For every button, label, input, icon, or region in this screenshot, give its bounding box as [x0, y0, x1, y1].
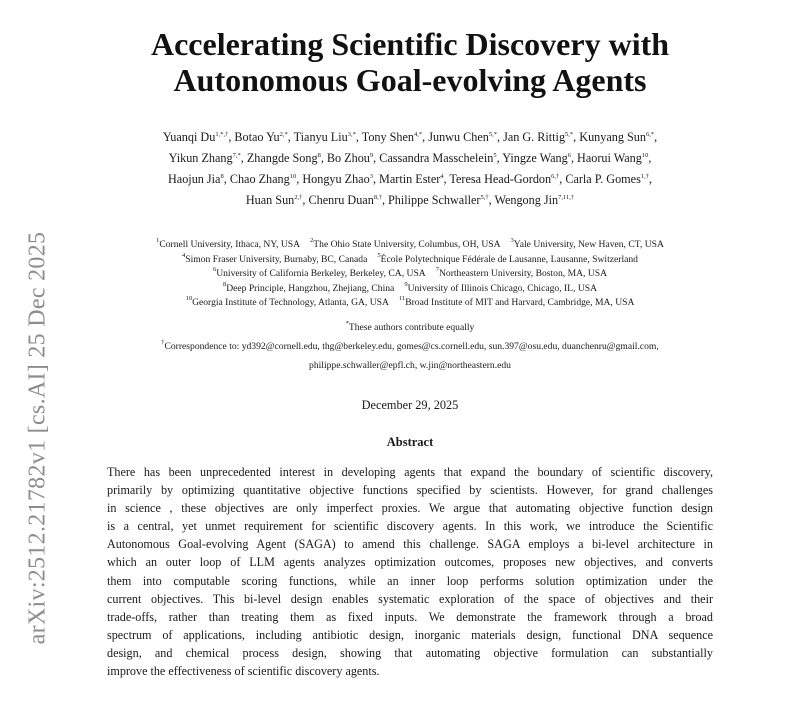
- author-affiliation-marker: 6,†: [551, 173, 560, 180]
- abstract-line: which an outer loop of LLM agents analyzes optimization outcomes, proposes new objectives, and converts: [107, 555, 713, 570]
- affiliation-marker: 5: [377, 251, 381, 259]
- author-name: Teresa Head-Gordon: [449, 172, 552, 186]
- author-affiliation-marker: 7,11,†: [558, 194, 575, 201]
- author-affiliation-marker: 6: [567, 152, 571, 159]
- author-separator: ,: [443, 172, 450, 186]
- abstract-heading: Abstract: [386, 435, 434, 449]
- author-affiliation-marker: 1,†: [640, 173, 649, 180]
- abstract-line: Autonomous Goal-evolving Agent (SAGA) to amend this challenge. SAGA employs a bi-level architecture in: [107, 537, 713, 552]
- affiliation-list: [90, 238, 730, 311]
- affiliation-text: Georgia Institute of Technology, Atlanta, GA, USA: [192, 297, 389, 308]
- author-name-entry: [502, 151, 571, 165]
- affiliation: [399, 297, 635, 308]
- equal-contribution-note: [60, 318, 760, 337]
- publication-date: December 29, 2025: [361, 398, 459, 412]
- author-separator: ,: [570, 151, 578, 165]
- affiliation-text: École Polytechnique Fédérale de Lausanne, Lausanne, Switzerland: [380, 253, 638, 265]
- affiliation-text: The Ohio State University, Columbus, OH, USA: [313, 239, 501, 250]
- author-separator: ,: [654, 130, 658, 144]
- affiliation: [182, 251, 368, 265]
- author-name: Chao Zhang: [229, 172, 290, 186]
- equal-contribution-text: These authors contribute equally: [348, 322, 475, 333]
- author-name-entry: [230, 172, 296, 186]
- author-name: Cassandra Masschelein: [379, 151, 494, 165]
- author-name-entry: [362, 130, 422, 144]
- paper-title: [70, 26, 750, 98]
- author-separator: ,: [287, 130, 294, 144]
- author-name: Hongyu Zhao: [302, 172, 370, 186]
- author-affiliation-marker: 4: [440, 173, 444, 180]
- author-name: Chenru Duan: [308, 193, 374, 207]
- author-affiliation-marker: 8: [220, 173, 224, 180]
- author-affiliation-marker: 2,†: [294, 194, 303, 201]
- author-separator: ,: [320, 151, 327, 165]
- author-affiliation-marker: 1,*,†: [215, 131, 229, 138]
- affiliation: [404, 280, 598, 294]
- author-name-entry: [327, 151, 373, 165]
- correspondence-line-2[interactable]: philippe.schwaller@epfl.ch, w.jin@northeastern.edu: [309, 360, 511, 371]
- author-affiliation-marker: 5,†: [480, 194, 489, 201]
- author-separator: ,: [223, 172, 230, 186]
- author-name: Yuanqi Du: [162, 130, 216, 144]
- author-affiliation-marker: 4,*: [414, 131, 423, 138]
- author-name-entry: [308, 193, 381, 207]
- author-affiliation-marker: 7,*: [232, 152, 241, 159]
- affiliation-row: [90, 238, 730, 253]
- affiliation-text: University of California Berkeley, Berkeley, CA, USA: [216, 268, 426, 279]
- affiliation: [213, 268, 426, 279]
- author-name-entry: [234, 130, 287, 144]
- affiliation-marker: 4: [182, 251, 186, 259]
- author-affiliation-marker: 2,*: [279, 131, 288, 138]
- author-name-entry: [428, 130, 497, 144]
- author-separator: ,: [228, 130, 235, 144]
- abstract-line: current objectives. This bi-level design enables systematic exploration of the space of objectives and their: [107, 591, 713, 606]
- author-separator: ,: [648, 172, 652, 186]
- abstract-line: is a central, yet unmet requirement for scientific discovery agents. In this work, we introduce the Scientific: [107, 519, 713, 534]
- author-name-entry: [294, 130, 356, 144]
- author-affiliation-marker: 9: [369, 152, 374, 159]
- affiliation-marker: 9: [404, 280, 408, 288]
- author-separator: ,: [496, 130, 504, 144]
- affiliation: [186, 297, 389, 308]
- abstract-line: spectrum of applications, including antibiotic design, inorganic materials design, functional DNA sequence: [107, 627, 713, 642]
- affiliation-row: [90, 253, 730, 268]
- affiliation-text: Northeastern University, Boston, MA, USA: [438, 268, 608, 279]
- affiliation: [310, 239, 501, 250]
- author-separator: ,: [648, 151, 652, 165]
- arxiv-identifier[interactable]: arXiv:2512.21782v1 [cs.AI] 25 Dec 2025: [24, 231, 51, 645]
- affiliation: [377, 251, 638, 265]
- author-separator: ,: [573, 130, 580, 144]
- affiliation: [436, 268, 607, 279]
- affiliation-row: [90, 267, 730, 282]
- author-separator: ,: [496, 151, 503, 165]
- author-name: Yingze Wang: [502, 151, 568, 165]
- affiliation-marker: 2: [310, 237, 314, 244]
- affiliation: [222, 280, 395, 294]
- abstract-line: trade-offs, rather than treating them as fixed inputs. We demonstrate the framework through a broad: [107, 609, 713, 624]
- author-name-entry: [246, 193, 303, 207]
- affiliation-text: Cornell University, Ithaca, NY, USA: [159, 239, 301, 250]
- author-name: Haorui Wang: [577, 151, 642, 165]
- author-line: [100, 190, 720, 211]
- correspondence-emails[interactable]: Correspondence to: yd392@cornell.edu, thg@berkeley.edu, gomes@cs.cornell.edu, sun.397@osu.edu, duanchenru@gmail.com,: [164, 341, 659, 352]
- abstract-line: There has been unprecedented interest in developing agents that expand the boundary of scientific discovery,: [107, 465, 713, 479]
- author-separator: ,: [559, 172, 566, 186]
- abstract-line: them into computable scoring functions, while an inner loop performs solution optimization under the: [107, 573, 713, 588]
- author-separator: ,: [355, 130, 362, 144]
- author-name-entry: [379, 172, 444, 186]
- author-line: [100, 169, 720, 190]
- author-name: Tony Shen: [361, 130, 415, 144]
- affiliation-marker: 10: [185, 295, 193, 302]
- author-line: [100, 148, 720, 169]
- author-line: [100, 127, 720, 148]
- title-line: Accelerating Scientific Discovery with: [150, 26, 670, 62]
- author-name-entry: [388, 193, 489, 207]
- author-separator: ,: [381, 193, 389, 207]
- author-name-entry: [565, 172, 649, 186]
- author-name-entry: [302, 172, 373, 186]
- affiliation-marker: 3: [510, 237, 514, 244]
- author-name-entry: [449, 172, 559, 186]
- affiliation-row: [90, 282, 730, 297]
- affiliation-row: [90, 296, 730, 311]
- abstract-line: improve the effectiveness of scientific discovery agents.: [107, 664, 380, 679]
- author-name: Zhangde Song: [246, 151, 318, 165]
- author-name: Bo Zhou: [326, 151, 370, 165]
- affiliation: [511, 239, 664, 250]
- author-name-entry: [494, 193, 574, 207]
- author-separator: ,: [296, 172, 303, 186]
- note-marker: *: [345, 320, 349, 327]
- abstract-line: primarily by optimizing quantitative objective functions specified by scientists. However, for grand challenges: [107, 483, 713, 498]
- title-line: Autonomous Goal-evolving Agents: [173, 62, 647, 98]
- affiliation-marker: 11: [398, 295, 406, 302]
- author-name: Jan G. Rittig: [503, 130, 566, 144]
- author-name: Wengong Jin: [494, 193, 559, 207]
- author-separator: ,: [302, 193, 309, 207]
- abstract-line: in science , these objectives are only imperfect proxies. We argue that automating objective function design: [107, 501, 713, 516]
- author-name: Junwu Chen: [428, 130, 489, 144]
- author-name-entry: [169, 151, 241, 165]
- author-affiliation-marker: 6,*: [645, 131, 655, 138]
- affiliation-text: Deep Principle, Hangzhou, Zhejiang, China: [226, 282, 395, 294]
- affiliation: [156, 239, 300, 250]
- author-separator: ,: [488, 193, 495, 207]
- author-affiliation-marker: 5,*: [565, 131, 574, 138]
- author-separator: ,: [422, 130, 429, 144]
- author-affiliation-marker: 10: [289, 173, 297, 180]
- abstract-text: [107, 463, 713, 680]
- author-name: Kunyang Sun: [579, 130, 646, 144]
- affiliation-marker: 8: [222, 280, 227, 288]
- author-affiliation-marker: 10: [641, 152, 649, 159]
- correspondence-line-1: [60, 337, 760, 356]
- affiliation-text: Broad Institute of MIT and Harvard, Cambridge, MA, USA: [405, 297, 635, 308]
- abstract-line: design, and chemical process design, showing that automating objective formulation can substantially: [107, 645, 713, 660]
- author-name: Carla P. Gomes: [565, 172, 641, 186]
- author-name-entry: [579, 130, 654, 144]
- affiliation-text: University of Illinois Chicago, Chicago, IL, USA: [407, 282, 598, 294]
- author-separator: ,: [373, 151, 380, 165]
- author-name-entry: [168, 172, 224, 186]
- author-name-entry: [379, 151, 496, 165]
- author-name: Botao Yu: [234, 130, 280, 144]
- affiliation-marker: 7: [435, 266, 439, 273]
- author-name: Martin Ester: [379, 172, 441, 186]
- author-name: Yikun Zhang: [168, 151, 233, 165]
- author-name-entry: [163, 130, 228, 144]
- author-affiliation-marker: 3,*: [347, 131, 356, 138]
- author-name: Huan Sun: [245, 193, 295, 207]
- affiliation-marker: 6: [212, 266, 217, 273]
- affiliation-text: Yale University, New Haven, CT, USA: [513, 239, 664, 250]
- author-name: Haojun Jia: [168, 172, 221, 186]
- author-name-entry: [503, 130, 573, 144]
- author-notes: [60, 318, 760, 375]
- author-affiliation-marker: 8: [317, 152, 321, 159]
- affiliation-text: Simon Fraser University, Burnaby, BC, Canada: [185, 253, 368, 265]
- author-name: Philippe Schwaller: [388, 193, 481, 207]
- author-name-entry: [247, 151, 321, 165]
- author-affiliation-marker: 8,†: [373, 194, 382, 201]
- author-affiliation-marker: 5: [493, 152, 497, 159]
- author-name-entry: [577, 151, 648, 165]
- author-affiliation-marker: 3: [369, 173, 373, 180]
- note-marker: †: [161, 339, 165, 346]
- author-name: Tianyu Liu: [293, 130, 348, 144]
- author-list: [100, 127, 720, 211]
- affiliation-marker: 1: [156, 237, 160, 244]
- author-separator: ,: [372, 172, 380, 186]
- author-affiliation-marker: 5,*: [488, 131, 497, 138]
- author-separator: ,: [240, 151, 247, 165]
